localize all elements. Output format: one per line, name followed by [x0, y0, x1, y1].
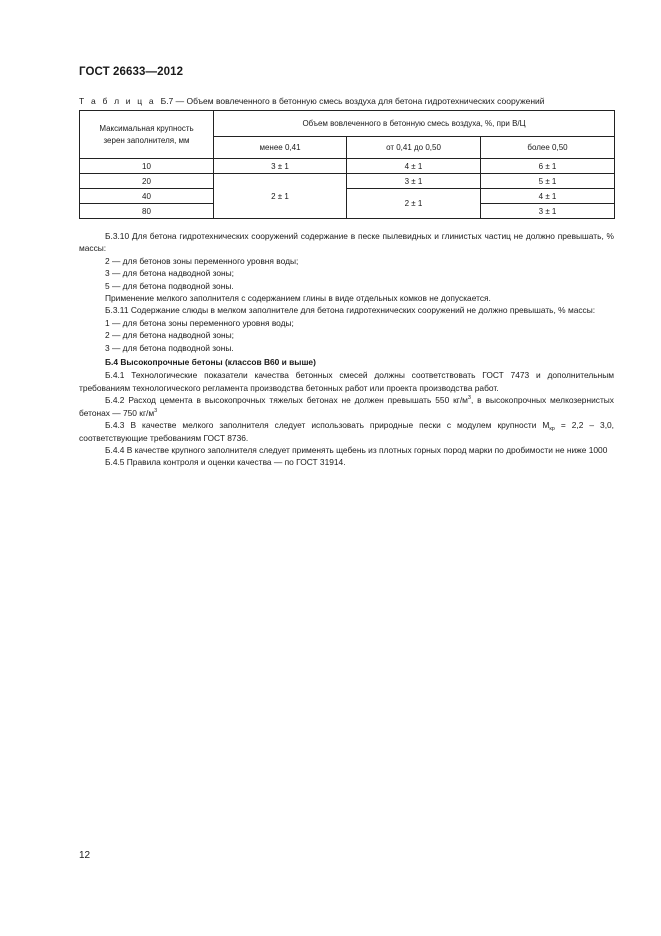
clause-b310-note: Применение мелкого заполнителя с содержанием глины в виде отдельных комков не допускается.: [105, 293, 491, 304]
clause-b311: Б.3.11 Содержание слюды в мелком заполнителе для бетона гидротехнических сооружений не должно превышать, % массы:: [105, 305, 596, 316]
table-cell-value: 4 ± 1: [481, 189, 615, 204]
clause-b43: [79, 419, 614, 444]
subheader-wc-mid: от 0,41 до 0,50: [347, 137, 481, 159]
subheader-wc-high: более 0,50: [481, 137, 615, 159]
body-text: [79, 230, 614, 469]
superscript: 3: [467, 395, 471, 402]
table-caption-text: Б.7 — Объем вовлеченного в бетонную смесь воздуха для бетона гидротехнических сооружений: [160, 96, 545, 106]
superscript: 3: [154, 407, 158, 414]
header-aggregate-size: Максимальная крупность зерен заполнителя, мм: [80, 111, 214, 159]
page-number: 12: [79, 850, 91, 861]
table-cell-value: 5 ± 1: [481, 174, 615, 189]
list-item: 1 — для бетона зоны переменного уровня воды;: [105, 317, 294, 328]
list-item: 5 — для бетона подводной зоны.: [105, 280, 234, 291]
table-caption: [79, 96, 545, 106]
clause-b310: Б.3.10 Для бетона гидротехнических сооружений содержание в песке пылевидных и глинистых частиц не должно превышать, % массы:: [79, 231, 614, 254]
table-cell-value: 3 ± 1: [347, 174, 481, 189]
list-item: 3 — для бетона надводной зоны;: [105, 268, 234, 279]
clause-b42: [79, 394, 614, 419]
subheader-wc-low: менее 0,41: [214, 137, 347, 159]
table-cell-size: 80: [80, 204, 214, 219]
table-cell-size: 10: [80, 159, 214, 174]
table-cell-merged-low: 2 ± 1: [214, 174, 347, 219]
table-cell-value: 3 ± 1: [481, 204, 615, 219]
table-cell-value: 3 ± 1: [214, 159, 347, 174]
subscript: кр: [549, 426, 555, 433]
air-content-table: [79, 110, 615, 219]
table-cell-value: 4 ± 1: [347, 159, 481, 174]
clause-b43-part2: = 2,2 – 3,0, соответствующие требованиям ГОСТ 8736.: [79, 420, 615, 443]
table-cell-size: 40: [80, 189, 214, 204]
document-title: ГОСТ 26633—2012: [79, 66, 184, 78]
clause-b42-part1: Б.4.2 Расход цемента в высокопрочных тяжелых бетонах не должен превышать 550 кг/м: [105, 395, 468, 406]
clause-b43-part1: Б.4.3 В качестве мелкого заполнителя следует использовать природные пески с модулем крупности М: [105, 420, 550, 431]
list-item: 2 — для бетона надводной зоны;: [105, 330, 234, 341]
table-cell-merged-mid: 2 ± 1: [347, 189, 481, 219]
list-item: 3 — для бетона подводной зоны.: [105, 342, 234, 353]
clause-b41: Б.4.1 Технологические показатели качества бетонных смесей должны соответствовать ГОСТ 7473 и дополнительным требованиям технологического регламента производства бетонных работ или проекта производства работ.: [79, 370, 614, 393]
clause-b44: Б.4.4 В качестве крупного заполнителя следует применять щебень из плотных горных пород марки по дробимости не ниже 1000: [105, 444, 608, 455]
header-air-volume: Объем вовлеченного в бетонную смесь воздуха, %, при В/Ц: [214, 111, 615, 137]
table-caption-prefix: Т а б л и ц а: [79, 96, 156, 106]
section-heading-b4: Б.4 Высокопрочные бетоны (классов В60 и выше): [105, 357, 316, 368]
clause-b45: Б.4.5 Правила контроля и оценки качества — по ГОСТ 31914.: [105, 457, 346, 468]
table-cell-size: 20: [80, 174, 214, 189]
clause-b42-part2: , в высокопрочных мелкозернистых бетонах — 750 кг/м: [79, 395, 614, 418]
list-item: 2 — для бетонов зоны переменного уровня воды;: [105, 255, 299, 266]
table-cell-value: 6 ± 1: [481, 159, 615, 174]
